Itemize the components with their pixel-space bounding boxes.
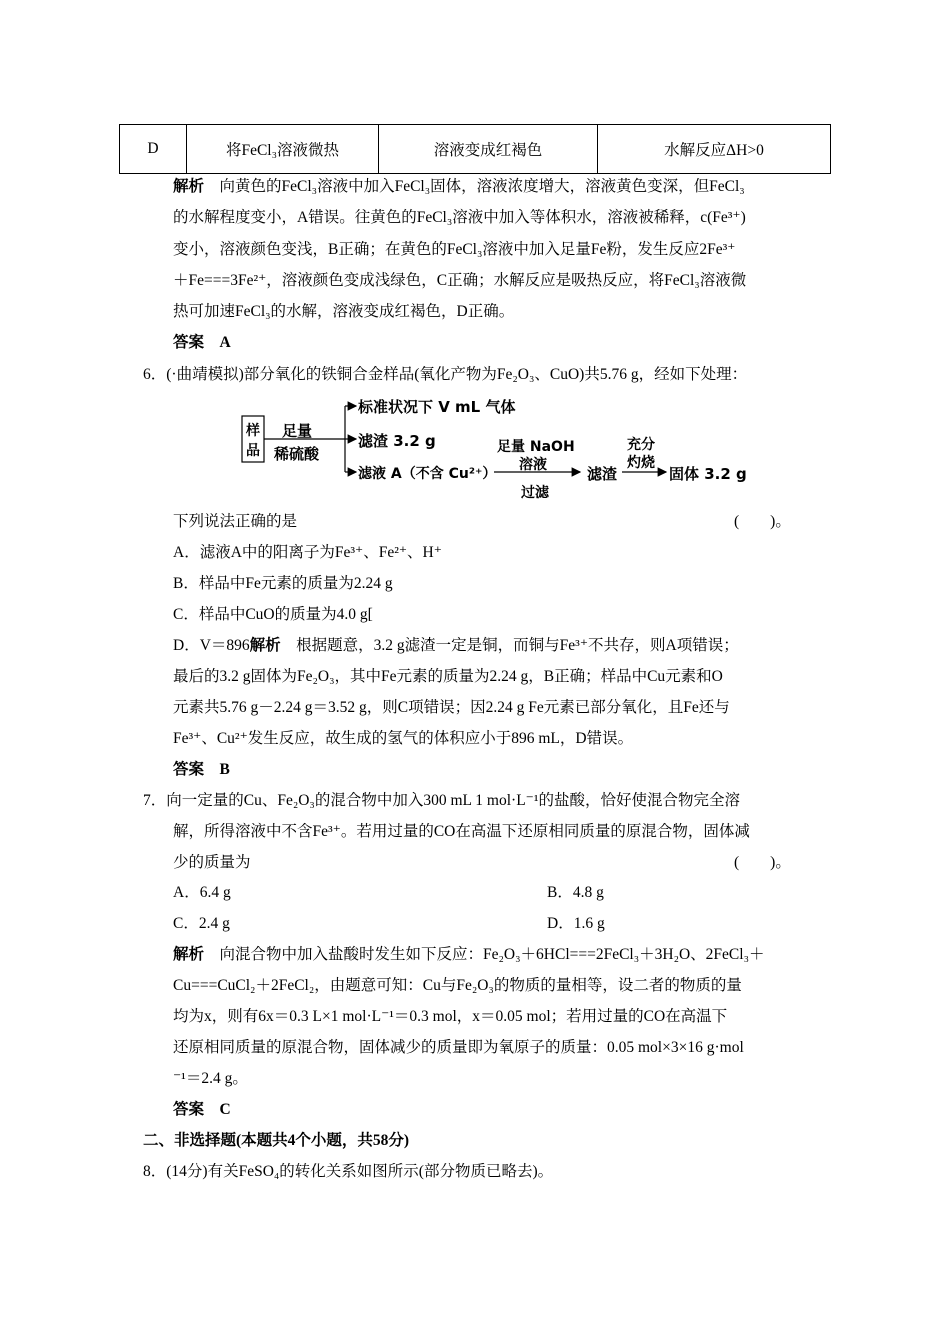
q6-answer: 答案 B — [173, 761, 230, 778]
q7-analysis-line: 还原相同质量的原混合物，固体减少的质量即为氧原子的质量：0.05 mol×3×16 g·mol — [173, 1039, 744, 1056]
filtrate-label: 滤液 A（不含 Cu²⁺） — [358, 466, 497, 482]
option: C．样品中CuO的质量为4.0 g[ — [173, 606, 373, 623]
sample-label-2: 品 — [246, 443, 260, 459]
q6-prompt: 下列说法正确的是 — [173, 513, 298, 530]
option: B．4.8 g — [547, 884, 604, 901]
option: D．1.6 g — [547, 915, 605, 932]
burn-bottom: 灼烧 — [627, 455, 655, 471]
option: D．V＝896 — [173, 637, 250, 654]
table-cell: 溶液变成红褐色 — [379, 125, 598, 174]
q8-stem: 8．(14分)有关FeSO₄的转化关系如图所示(部分物质已略去)。 — [143, 1163, 554, 1180]
q7-stem-line: 解，所得溶液中不含Fe³⁺。若用过量的CO在高温下还原相同质量的原混合物，固体减 — [173, 823, 750, 840]
analysis-text: 向黄色的FeCl₃溶液中加入FeCl₃固体，溶液浓度增大，溶液黄色变深，但FeCl₃ — [219, 178, 745, 195]
q7-analysis-line: ⁻¹＝2.4 g。 — [173, 1070, 248, 1087]
option: C．2.4 g — [173, 915, 230, 932]
q5-analysis-line — [173, 177, 745, 197]
q5-analysis-line: 热可加速FeCl₃的水解，溶液变成红褐色，D正确。 — [173, 303, 515, 320]
reagent-bottom: 稀硫酸 — [274, 445, 320, 463]
analysis-label: 解析 — [249, 637, 281, 654]
burn-top: 充分 — [627, 437, 655, 453]
q6-analysis-line: 元素共5.76 g－2.24 g＝3.52 g，则C项错误；因2.24 g Fe元素已部分氧化，且Fe还与 — [173, 699, 730, 716]
q6-stem: 6．(·曲靖模拟)部分氧化的铁铜合金样品(氧化产物为Fe₂O₃、CuO)共5.76 g，经如下处理： — [143, 366, 748, 383]
section-heading: 二、非选择题(本题共4个小题，共58分) — [143, 1132, 410, 1149]
reagent-top: 足量 — [282, 422, 313, 440]
analysis-text: 根据题意，3.2 g滤渣一定是铜，而铜与Fe³⁺不共存，则A项错误； — [296, 637, 739, 654]
answer-paren: ( )。 — [734, 513, 791, 530]
q5-analysis-line: 的水解程度变小，A错误。往黄色的FeCl₃溶液中加入等体积水，溶液被稀释，c(Fe³⁺) — [173, 209, 746, 226]
q5-answer: 答案 A — [173, 334, 231, 351]
option-d-line — [173, 636, 739, 656]
answer-table — [119, 124, 831, 174]
q7-analysis-line: Cu===CuCl₂＋2FeCl₂，由题意可知：Cu与Fe₂O₃的物质的量相等，设二者的物质的量 — [173, 977, 742, 994]
sample-label-1: 样 — [246, 423, 260, 439]
answer-paren: ( )。 — [734, 854, 791, 871]
residue-label: 滤渣 3.2 g — [358, 432, 436, 450]
q7-analysis-line: 均为x，则有6x＝0.3 L×1 mol·L⁻¹＝0.3 mol，x＝0.05 mol；若用过量的CO在高温下 — [173, 1008, 728, 1025]
table-cell: D — [120, 125, 187, 174]
q6-analysis-line: 最后的3.2 g固体为Fe₂O₃，其中Fe元素的质量为2.24 g，B正确；样品中Cu元素和O — [173, 668, 723, 685]
option: A．滤液A中的阳离子为Fe³⁺、Fe²⁺、H⁺ — [173, 544, 442, 561]
table-row — [120, 125, 831, 174]
naoh-top: 足量 NaOH — [497, 439, 575, 455]
filter-label: 过滤 — [521, 485, 549, 501]
q7-answer: 答案 C — [173, 1101, 231, 1118]
option: B．样品中Fe元素的质量为2.24 g — [173, 575, 393, 592]
q7-stem-line: 7．向一定量的Cu、Fe₂O₃的混合物中加入300 mL 1 mol·L⁻¹的盐酸，恰好使混合物完全溶 — [143, 792, 740, 809]
residue2-label: 滤渣 — [587, 465, 618, 483]
naoh-mid: 溶液 — [519, 457, 547, 473]
table-cell: 将FeCl₃溶液微热 — [187, 125, 379, 174]
q7-analysis-line — [173, 945, 765, 965]
q6-analysis-line: Fe³⁺、Cu²⁺发生反应，故生成的氢气的体积应小于896 mL，D错误。 — [173, 730, 634, 747]
analysis-text: 向混合物中加入盐酸时发生如下反应：Fe₂O₃＋6HCl===2FeCl₃＋3H₂O、2FeCl₃＋ — [219, 946, 765, 963]
analysis-label: 解析 — [173, 178, 205, 195]
solid-label: 固体 3.2 g — [669, 465, 747, 483]
gas-label: 标准状况下 V mL 气体 — [358, 398, 516, 416]
q5-analysis-line: 变小，溶液颜色变浅，B正确；在黄色的FeCl₃溶液中加入足量Fe粉，发生反应2Fe³⁺ — [173, 241, 736, 258]
q5-analysis-line: ＋Fe===3Fe²⁺，溶液颜色变成浅绿色，C正确；水解反应是吸热反应，将FeCl₃溶液微 — [173, 272, 747, 289]
q7-stem-line: 少的质量为 — [173, 854, 251, 871]
analysis-label: 解析 — [173, 946, 205, 963]
option: A．6.4 g — [173, 884, 231, 901]
table-cell: 水解反应ΔH>0 — [598, 125, 831, 174]
